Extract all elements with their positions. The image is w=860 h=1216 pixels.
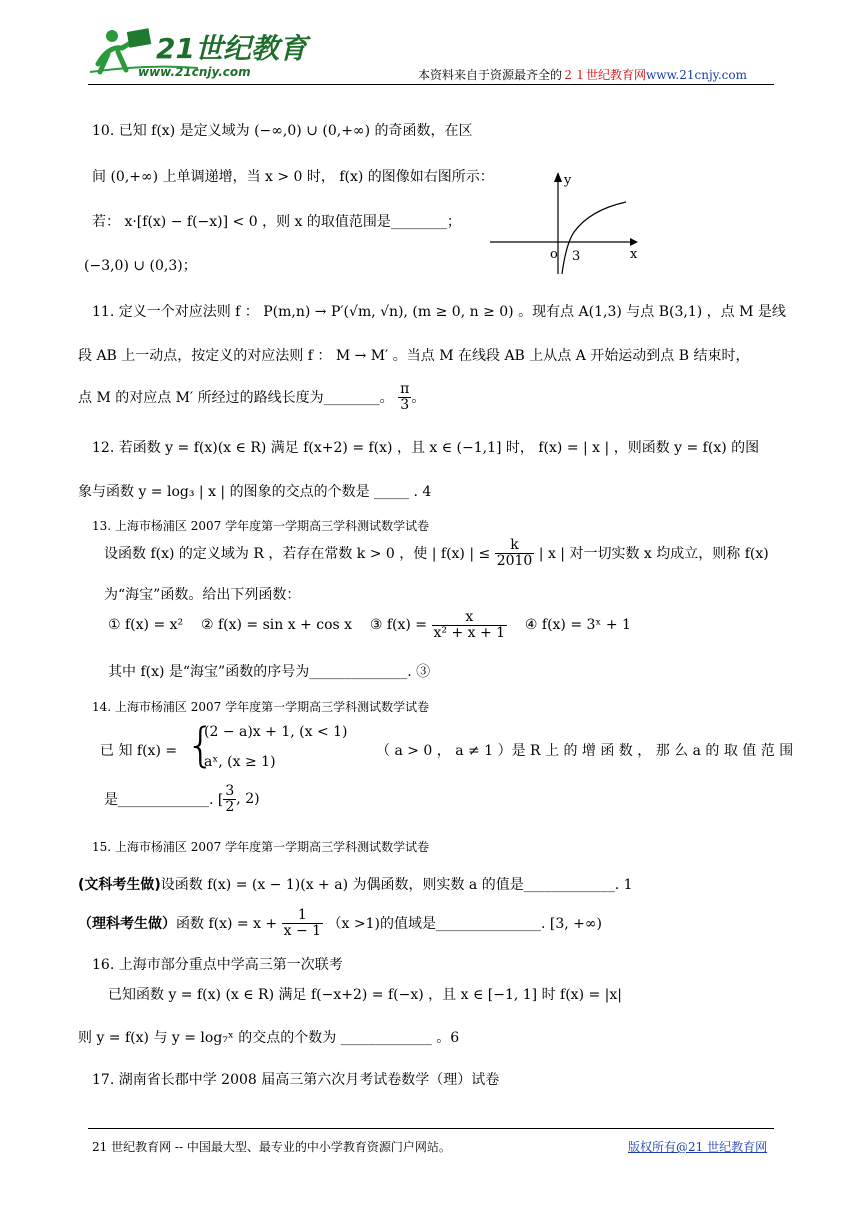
q15-arts-label: (文科考生做) xyxy=(78,877,161,893)
x-axis-label: x xyxy=(630,247,638,262)
x-axis-arrow xyxy=(630,238,638,246)
q13-source: 13. 上海市杨浦区 2007 学年度第一学期高三学科测试数学试卷 xyxy=(92,519,430,533)
q12-line1: 12. 若函数 y = f(x)(x ∈ R) 满足 f(x+2) = f(x) ，且 x ∈ (−1,1] 时， f(x) = | x | ，则函数 y = f(x) 的图 xyxy=(92,440,760,456)
q13-option-1: ① f(x) = x² xyxy=(108,617,184,634)
q11-answer-den: 3 xyxy=(400,396,410,413)
q13-opt3-den: x² + x + 1 xyxy=(433,624,506,641)
q13-line1-wrap xyxy=(104,538,769,568)
q11-answer-num: π xyxy=(400,381,410,397)
q17-line1: 17. 湖南省长郡中学 2008 届高三第六次月考试卷数学（理）试卷 xyxy=(92,1072,500,1088)
q14-source: 14. 上海市杨浦区 2007 学年度第一学期高三学科测试数学试卷 xyxy=(92,700,430,714)
q14-answer-fraction xyxy=(223,784,236,814)
q15-sci-post: （x >1)的值域是_______________. [3, +∞) xyxy=(327,916,602,933)
q16-line2: 则 y = f(x) 与 y = log₇ˣ 的交点的个数为 _____________ 。6 xyxy=(78,1030,460,1046)
q14-line2-post: , 2) xyxy=(236,791,260,808)
q13-line1a: 设函数 f(x) 的定义域为 R ，若存在常数 k > 0 ，使 | f(x) | ≤ xyxy=(104,546,491,563)
q10-function-graph xyxy=(490,166,640,276)
q13-option-2: ② f(x) = sin x + cos x xyxy=(200,617,353,634)
q15-sci-label: （理科考生做） xyxy=(78,916,176,933)
q13-line2: 为“海宝”函数。给出下列函数： xyxy=(104,587,301,603)
q11-line3-wrap xyxy=(78,382,425,412)
q15-sci xyxy=(78,908,602,938)
q14-post: （ a > 0 ， a ≠ 1 ）是 R 上 的 增 函 数 ， 那 么 a 的 取 值 范 围 xyxy=(376,743,794,759)
q14-ans-den: 2 xyxy=(225,798,235,815)
q15-sci-num: 1 xyxy=(282,908,323,924)
q13-option-3-fraction xyxy=(432,610,508,640)
q12-line2: 象与函数 y = log₃ | x | 的图象的交点的个数是 _____ . 4 xyxy=(78,484,432,500)
q13-options xyxy=(108,610,631,640)
q11-line1: 11. 定义一个对应法则 f ： P(m,n) → P′(√m, √n), (m ≥ 0, n ≥ 0) 。现有点 A(1,3) 与点 B(3,1) ，点 M 是线 xyxy=(92,304,786,320)
q14-line2-wrap xyxy=(104,784,260,814)
header-brand-link[interactable]: ２１世纪教育网 xyxy=(562,68,647,82)
q15-sci-fraction xyxy=(282,908,323,938)
q14-case-1: (2 − a)x + 1, (x < 1) xyxy=(204,724,348,740)
q14-pre: 已 知 f(x) = xyxy=(100,743,178,759)
origin-label: o xyxy=(550,247,558,262)
y-axis-arrow xyxy=(554,172,562,182)
tick-label-3: 3 xyxy=(572,249,581,264)
q14-case-2: aˣ, (x ≥ 1) xyxy=(204,754,276,770)
q13-k-fraction xyxy=(495,538,535,568)
header-note-prefix: 本资料来自于资源最齐全的 xyxy=(418,68,563,82)
header-note xyxy=(418,66,747,83)
q15-sci-pre: 函数 f(x) = x + xyxy=(176,916,278,933)
q11-line2: 段 AB 上一动点，按定义的对应法则 f ： M → M′ 。当点 M 在线段 AB 上从点 A 开始运动到点 B 结束时， xyxy=(78,348,750,364)
footer-rule xyxy=(88,1128,774,1129)
q16-source: 16. 上海市部分重点中学高三第一次联考 xyxy=(92,957,343,973)
q11-answer-fraction xyxy=(398,382,411,412)
q15-arts xyxy=(78,874,633,894)
q10-line3: 若： x·[f(x) − f(−x)] < 0 ，则 x 的取值范围是________； xyxy=(92,214,461,230)
q13-option-3-pre: ③ f(x) = xyxy=(369,617,428,634)
q13-line1b: | x | 对一切实数 x 均成立，则称 f(x) xyxy=(538,546,769,563)
svg-text:www.21cnjy.com: www.21cnjy.com xyxy=(138,65,251,79)
q10-line1: 10. 已知 f(x) 是定义域为 (−∞,0) ∪ (0,+∞) 的奇函数，在区 xyxy=(92,123,473,139)
q14-brace: { xyxy=(186,718,216,772)
header-url-link[interactable]: www.21cnjy.com xyxy=(646,68,747,82)
q13-opt3-num: x xyxy=(432,610,508,626)
q13-line3: 其中 f(x) 是“海宝”函数的序号为______________. ③ xyxy=(108,664,431,680)
q11-line3: 点 M 的对应点 M′ 所经过的路线长度为________。 xyxy=(78,390,394,407)
q11-answer-tail: 。 xyxy=(411,390,426,407)
header-rule xyxy=(88,84,774,85)
q14-ans-num: 3 xyxy=(225,783,235,799)
q13-frac-num: k xyxy=(495,538,535,554)
footer-left-text: 21 世纪教育网 -- 中国最大型、最专业的中小学教育资源门户网站。 xyxy=(92,1140,451,1154)
svg-text:21世纪教育: 21世纪教育 xyxy=(156,32,307,65)
site-logo xyxy=(88,24,307,82)
q15-arts-text: 设函数 f(x) = (x − 1)(x + a) 为偶函数，则实数 a 的值是_____________. 1 xyxy=(160,877,633,893)
q15-sci-den: x − 1 xyxy=(283,922,322,939)
q13-option-4: ④ f(x) = 3ˣ + 1 xyxy=(524,617,631,634)
q13-frac-den: 2010 xyxy=(496,552,533,569)
q15-source: 15. 上海市杨浦区 2007 学年度第一学期高三学科测试数学试卷 xyxy=(92,840,430,854)
q14-line2-pre: 是_____________. [ xyxy=(104,792,224,809)
footer-copyright-link[interactable]: 版权所有@21 世纪教育网 xyxy=(628,1140,768,1154)
q10-line2: 间 (0,+∞) 上单调递增，当 x > 0 时， f(x) 的图像如右图所示： xyxy=(92,169,494,185)
q10-answer: (−3,0) ∪ (0,3)； xyxy=(84,258,197,274)
q16-line1: 已知函数 y = f(x) (x ∈ R) 满足 f(−x+2) = f(−x) ，且 x ∈ [−1, 1] 时 f(x) = |x| xyxy=(108,987,622,1003)
y-axis-label: y xyxy=(564,173,572,188)
